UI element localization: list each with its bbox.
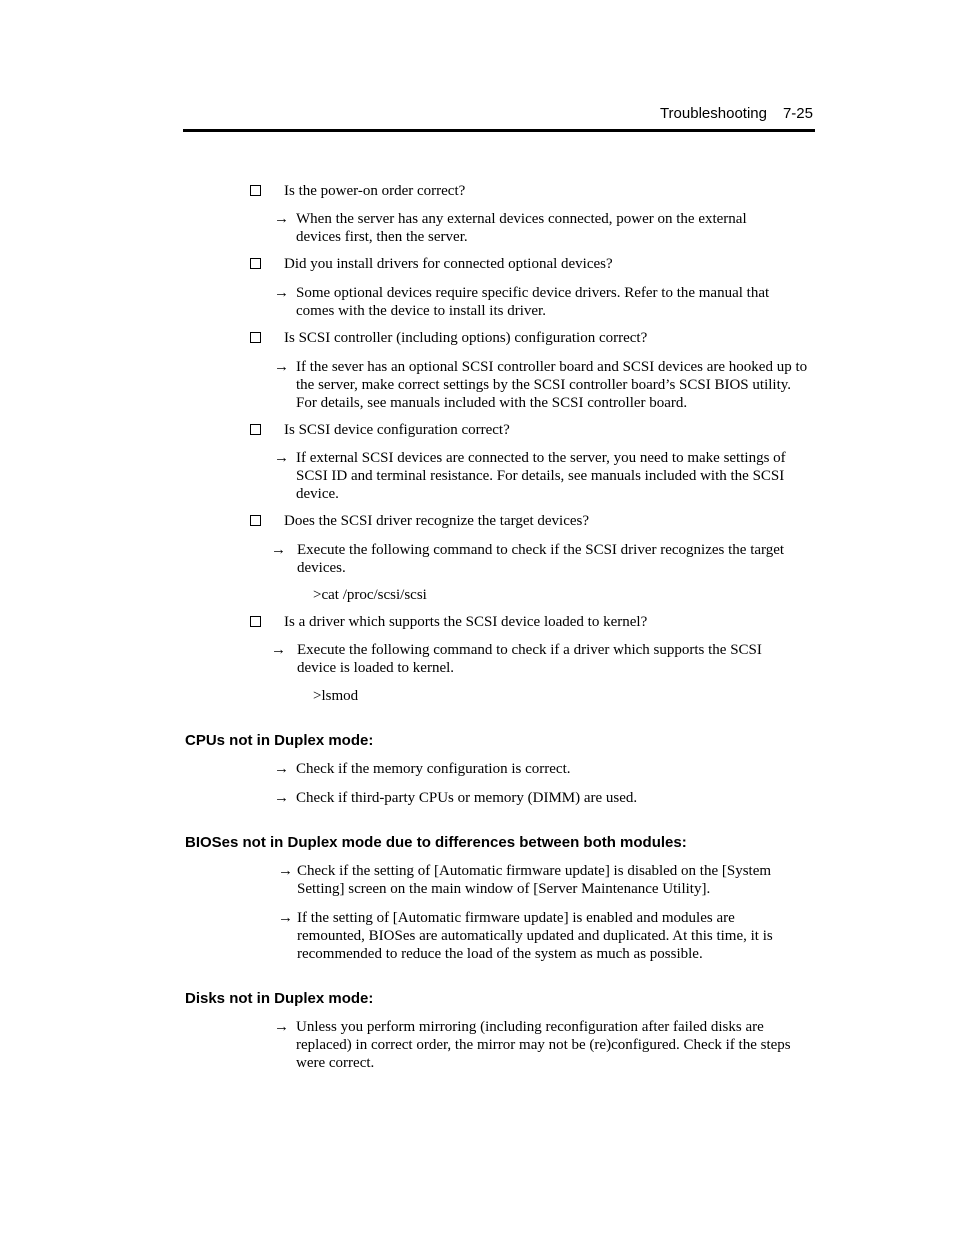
header-rule	[183, 129, 815, 132]
checkbox-icon	[250, 185, 261, 196]
arrow-icon: →	[271, 542, 286, 558]
arrow-icon: →	[274, 761, 289, 777]
answer-text: If the sever has an optional SCSI controller board and SCSI devices are hooked up to the server, make correct settings by the SCSI controller board’s SCSI BIOS utility. For details, see manuals included with the SCSI controller board.	[296, 359, 808, 411]
answer-text: Some optional devices require specific device drivers. Refer to the manual that comes with the device to install its driver.	[296, 285, 770, 319]
bullet-text: Check if the setting of [Automatic firmware update] is disabled on the [System Setting] screen on the main window of [Server Maintenance Utility].	[297, 863, 772, 897]
checkbox-icon	[250, 616, 261, 627]
bullet-text: Check if the memory configuration is correct.	[296, 761, 571, 777]
arrow-icon: →	[278, 910, 293, 926]
bullet-text: Unless you perform mirroring (including reconfiguration after failed disks are replaced) in correct order, the mirror may not be (re)configured. Check if the steps were correct.	[296, 1019, 791, 1071]
answer-text: Execute the following command to check if a driver which supports the SCSI device is loaded to kernel.	[297, 642, 762, 676]
checkbox-icon	[250, 515, 261, 526]
arrow-icon: →	[274, 790, 289, 806]
answer-text: When the server has any external devices connected, power on the external devices first, then the server.	[296, 211, 747, 245]
command-text: >lsmod	[313, 688, 359, 704]
answer-text: Execute the following command to check if the SCSI driver recognizes the target devices.	[297, 542, 785, 576]
checklist-question: Did you install drivers for connected optional devices?	[284, 256, 613, 272]
bullet-text: If the setting of [Automatic firmware update] is enabled and modules are remounted, BIOSes are automatically updated and duplicated. At this time, it is recommended to reduce the load of the system as much as possible.	[297, 910, 773, 962]
arrow-icon: →	[274, 450, 289, 466]
arrow-icon: →	[278, 863, 293, 879]
checkbox-icon	[250, 332, 261, 343]
header-section: Troubleshooting	[659, 105, 767, 122]
checkbox-icon	[250, 258, 261, 269]
arrow-icon: →	[271, 642, 286, 658]
section-heading: Disks not in Duplex mode:	[185, 990, 374, 1007]
checklist-question: Is SCSI controller (including options) configuration correct?	[284, 330, 648, 346]
checkbox-icon	[250, 424, 261, 435]
page-header	[660, 105, 813, 122]
command-text: >cat /proc/scsi/scsi	[313, 587, 427, 603]
checklist-question: Does the SCSI driver recognize the target devices?	[284, 513, 590, 529]
checklist-question: Is the power-on order correct?	[284, 183, 466, 199]
arrow-icon: →	[274, 211, 289, 227]
checklist-question: Is a driver which supports the SCSI device loaded to kernel?	[284, 614, 648, 630]
bullet-text: Check if third-party CPUs or memory (DIMM) are used.	[296, 790, 638, 806]
arrow-icon: →	[274, 1019, 289, 1035]
checklist-question: Is SCSI device configuration correct?	[284, 422, 510, 438]
arrow-icon: →	[274, 285, 289, 301]
answer-text: If external SCSI devices are connected to the server, you need to make settings of SCSI ID and terminal resistance. For details, see manuals included with the SCSI device.	[296, 450, 786, 502]
section-heading: BIOSes not in Duplex mode due to differences between both modules:	[185, 834, 687, 851]
header-page-number: 7-25	[782, 105, 813, 122]
section-heading: CPUs not in Duplex mode:	[185, 732, 374, 749]
arrow-icon: →	[274, 359, 289, 375]
